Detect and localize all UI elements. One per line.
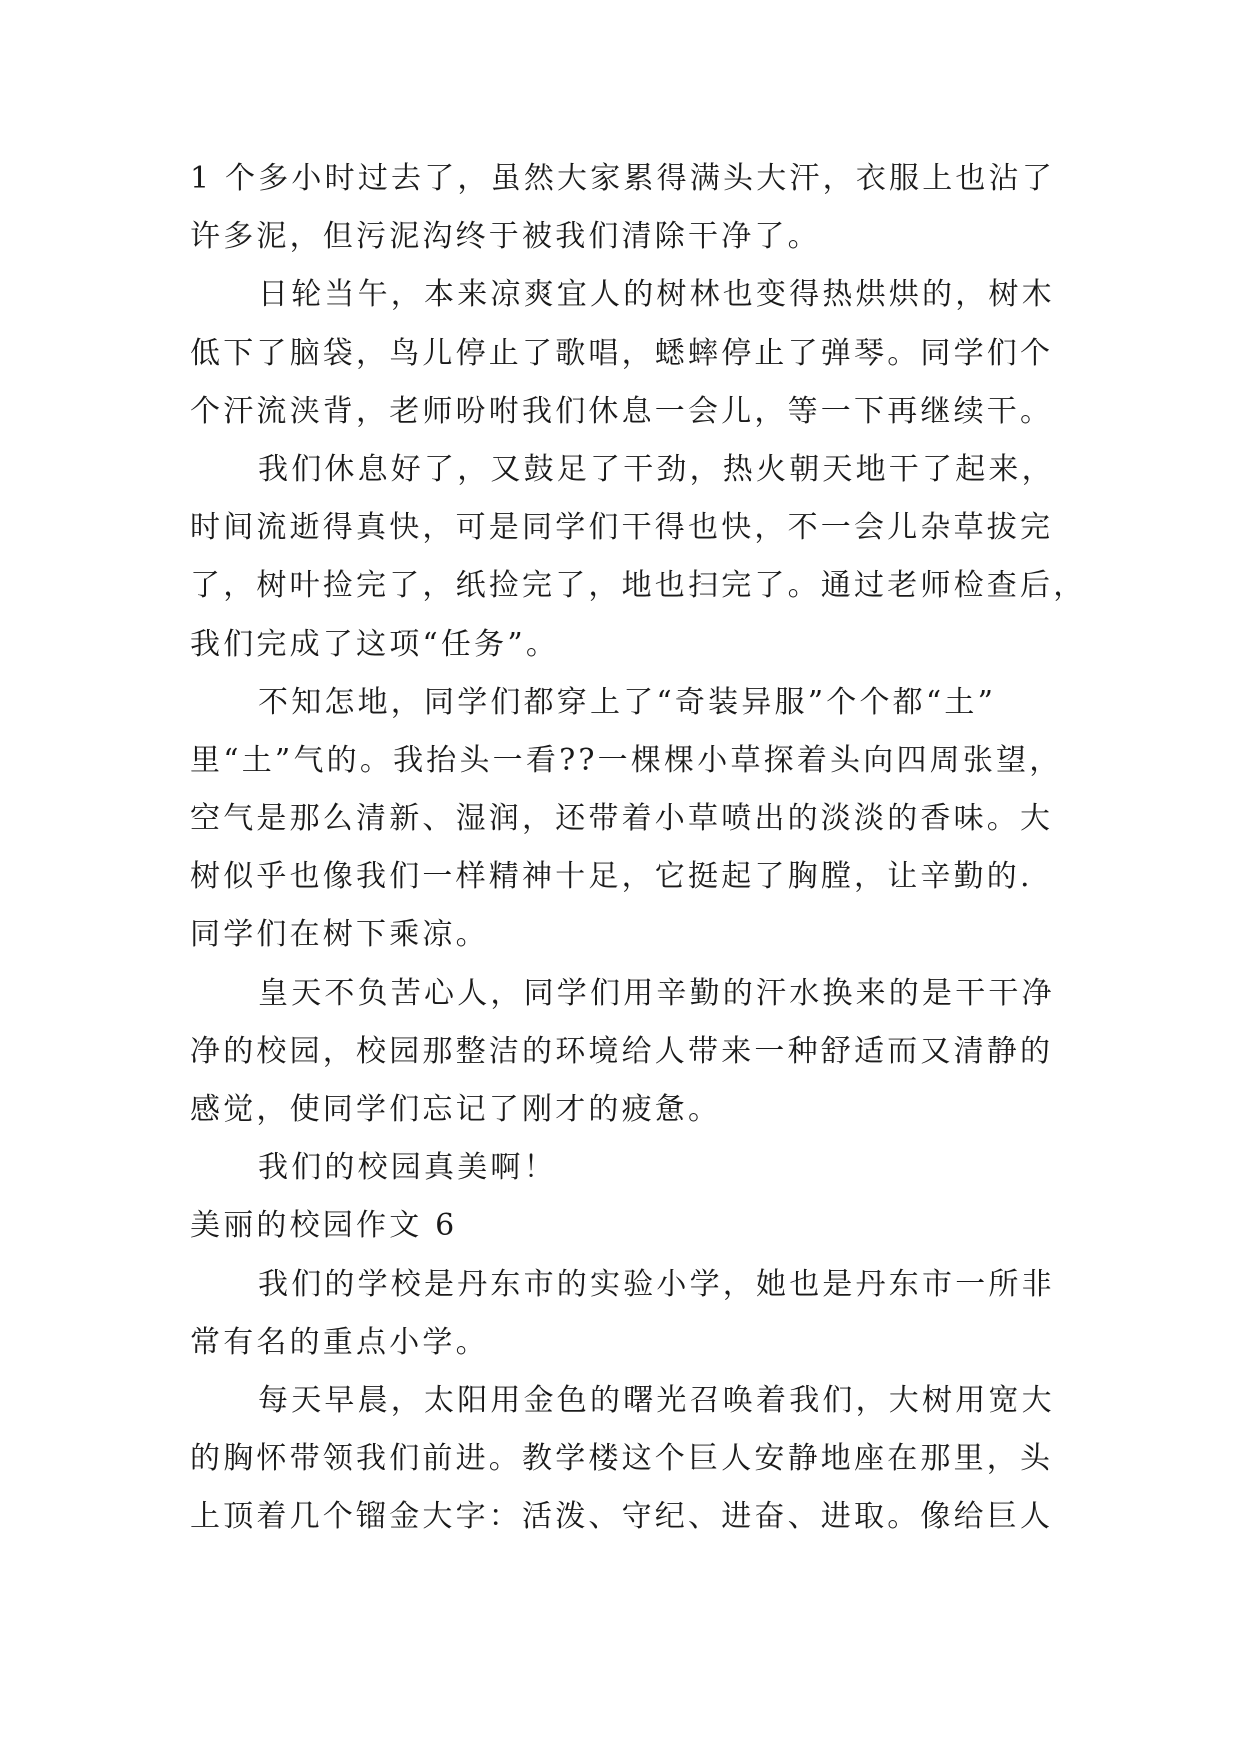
text-line: 不知怎地，同学们都穿上了“奇装异服”个个都“土”: [258, 684, 997, 720]
text-line: 常有名的重点小学。: [190, 1324, 489, 1360]
text-line: 我们的学校是丹东市的实验小学，她也是丹东市一所非: [258, 1266, 1055, 1302]
text-line: 同学们在树下乘凉。: [190, 917, 489, 953]
text-line: 上顶着几个镏金大字：活泼、守纪、进奋、进取。像给巨人: [190, 1499, 1054, 1535]
text-line: 皇天不负苦心人，同学们用辛勤的汗水换来的是干干净: [258, 975, 1055, 1011]
text-line: 净的校园，校园那整洁的环境给人带来一种舒适而又清静的: [190, 1033, 1054, 1069]
text-line: 我们完成了这项“任务”。: [190, 626, 560, 662]
text-line: 我们的校园真美啊！: [258, 1150, 557, 1186]
text-line: 了，树叶捡完了，纸捡完了，地也扫完了。通过老师检查后，: [190, 568, 1087, 604]
text-line: 1 个多小时过去了，虽然大家累得满头大汗，衣服上也沾了: [190, 161, 1056, 196]
text-line: 里“土”气的。我抬头一看??一棵棵小草探着头向四周张望，: [190, 742, 1063, 778]
text-line: 许多泥，但污泥沟终于被我们清除干净了。: [190, 219, 821, 255]
text-line: 树似乎也像我们一样精神十足，它挺起了胸膛，让辛勤的.: [190, 859, 1033, 895]
text-line: 个汗流浃背，老师吩咐我们休息一会儿，等一下再继续干。: [190, 393, 1054, 429]
text-line: 的胸怀带领我们前进。教学楼这个巨人安静地座在那里，头: [190, 1441, 1054, 1477]
text-line: 感觉，使同学们忘记了刚才的疲惫。: [190, 1092, 722, 1127]
section-heading: 美丽的校园作文 6: [190, 1208, 458, 1244]
text-line: 空气是那么清新、湿润，还带着小草喷出的淡淡的香味。大: [190, 801, 1054, 837]
text-line: 时间流逝得真快，可是同学们干得也快，不一会儿杂草拔完: [190, 510, 1054, 546]
text-line: 每天早晨，太阳用金色的曙光召唤着我们，大树用宽大: [258, 1382, 1055, 1418]
text-line: 我们休息好了，又鼓足了干劲，热火朝天地干了起来，: [258, 451, 1055, 487]
text-line: 日轮当午，本来凉爽宜人的树林也变得热烘烘的，树木: [258, 277, 1055, 313]
text-line: 低下了脑袋，鸟儿停止了歌唱，蟋蟀停止了弹琴。同学们个: [190, 335, 1054, 371]
document-page: [190, 150, 1087, 1547]
